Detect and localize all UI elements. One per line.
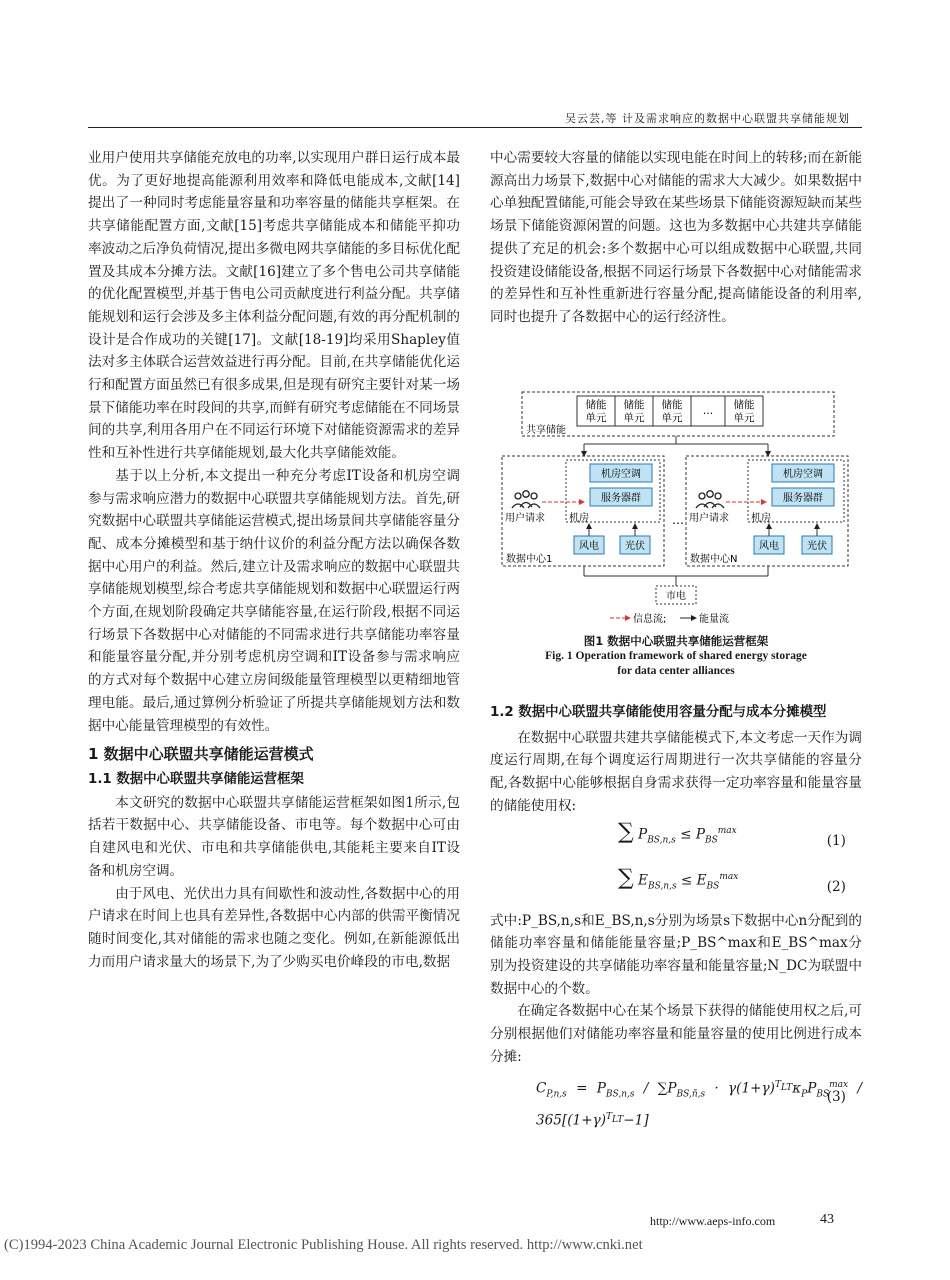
figure-1-diagram: [490, 390, 862, 626]
user-icon-1: [512, 491, 540, 508]
svg-text:用户请求: 用户请求: [689, 513, 729, 524]
svg-text:单元: 单元: [623, 412, 645, 424]
running-header: 吴云芸,等 计及需求响应的数据中心联盟共享储能规划: [565, 112, 850, 125]
section-1-2-heading: 1.2 数据中心联盟共享储能使用容量分配与成本分摊模型: [490, 705, 827, 720]
svg-text:市电: 市电: [666, 591, 686, 602]
svg-text:机房: 机房: [569, 513, 589, 524]
left-paragraph-2: 基于以上分析,本文提出一种充分考虑IT设备和机房空调参与需求响应潜力的数据中心联盟共享储能规划方法。首先,研究数据中心联盟共享储能运营模式,提出场景间共享储能容量分配、成本分摊模型和基于纳什议价的利益分配方法以确保各数据中心用户的利益。然后,建立计及需求响应的数据中心联盟共享储能规划模型,综合考虑共享储能规划和数据中心联盟运行两个方面,在规划阶段确定共享储能容量,在运行阶段,根据不同运行场景下各数据中心对储能的不同需求进行共享储能功率容量和能量容量分配,并分别考虑机房空调和IT设备参与需求响应的方式对每个数据中心建立房间级能量管理模型以更精细地管理电能。最后,通过算例分析验证了所提共享储能规划方法和数据中心能量管理模型的有效性。: [88, 467, 460, 734]
svg-text:机房空调: 机房空调: [601, 469, 641, 480]
svg-text:…: …: [702, 405, 714, 417]
svg-text:单元: 单元: [661, 412, 683, 424]
right-paragraph-4: 在确定各数据中心在某个场景下获得的储能使用权之后,可分别根据他们对储能功率容量和能量容量的使用比例进行成本分摊:: [490, 1003, 862, 1065]
user-icon-n: [696, 491, 724, 508]
footer-url: http://www.aeps-info.com: [650, 1214, 776, 1228]
section-1-heading: 1 数据中心联盟共享储能运营模式: [88, 745, 314, 764]
left-column: [88, 147, 460, 973]
svg-text:机房: 机房: [751, 513, 771, 524]
figure-1-caption: 图1 数据中心联盟共享储能运营框架 Fig. 1 Operation framework of shared energy storage for data center alliances: [545, 634, 807, 677]
right-column-top: [490, 147, 862, 329]
svg-text:能量流: 能量流: [699, 614, 729, 625]
svg-text:光伏: 光伏: [807, 541, 827, 552]
shared-storage-label: 共享储能: [526, 425, 566, 436]
section-1-1-heading: 1.1 数据中心联盟共享储能运营框架: [88, 771, 304, 787]
right-column-bottom: [490, 702, 862, 1129]
storage-unit-1-label-a: 储能: [585, 399, 607, 411]
equation-2: ∑ $E_{BS,n,s} \le E_{BS}^{max}$ (2): [618, 865, 846, 895]
svg-text:储能: 储能: [733, 399, 755, 411]
svg-text:储能: 储能: [623, 399, 645, 411]
svg-text:单元: 单元: [733, 412, 755, 424]
copyright-line: (C)1994-2023 China Academic Journal Electronic Publishing House. All rights reserved. http://www.cnki.net: [4, 1237, 643, 1253]
svg-text:服务器群: 服务器群: [783, 493, 823, 504]
equation-1: ∑ $P_{BS,n,s} \le P_{BS}^{max}$ (1): [618, 819, 846, 849]
left-paragraph-1: 业用户使用共享储能充放电的功率,以实现用户群日运行成本最优。为了更好地提高能源利用效率和降低电能成本,文献[14]提出了一种同时考虑能量容量和功率容量的储能共享框架。在共享储能配置方面,文献[15]考虑共享储能成本和储能平抑功率波动之后净负荷情况,提出多微电网共享储能的多目标优化配置及其成本分摊方法。文献[16]建立了多个售电公司共享储能的优化配置模型,并基于售电公司贡献度进行利益分配。共享储能规划和运行会涉及多主体利益分配问题,有效的再分配机制的设计是合作成功的关键[17]。文献[18-19]均采用Shapley值法对多主体联合运营效益进行再分配。目前,在共享储能优化运行和配置方面虽然已有很多成果,但是现有研究主要针对某一场景下储能功率在时段间的共享,而鲜有研究考虑储能在不同场景间的共享,利用各用户在不同运行环境下对储能资源需求的差异性和互补性进行共享储能规划,最大化共享储能效能。: [88, 150, 460, 462]
right-paragraph-2: 在数据中心联盟共建共享储能模式下,本文考虑一天作为调度运行周期,在每个调度运行周期进行一次共享储能的容量分配,各数据中心能够根据自身需求获得一定功率容量和能量容量的储能使用权:: [490, 729, 862, 814]
svg-text:储能: 储能: [661, 399, 683, 411]
left-paragraph-4: 由于风电、光伏出力具有间歇性和波动性,各数据中心的用户请求在时间上也具有差异性,各数据中心内部的供需平衡情况随时间变化,其对储能的需求也随之变化。例如,在新能源低出力而用户请求量大的场景下,为了少购买电价峰段的市电,数据: [88, 885, 460, 970]
svg-text:数据中心N: 数据中心N: [690, 554, 738, 565]
svg-text:数据中心1: 数据中心1: [506, 554, 553, 565]
svg-text:机房空调: 机房空调: [783, 469, 823, 480]
svg-text:服务器群: 服务器群: [601, 493, 641, 504]
right-paragraph-1: 中心需要较大容量的储能以实现电能在时间上的转移;而在新能源高出力场景下,数据中心对储能的需求大大减少。如果数据中心单独配置储能,可能会导致在某些场景下储能资源短缺而某些场景下储能资源闲置的问题。这也为多数据中心共建共享储能提供了充足的机会:多个数据中心可以组成数据中心联盟,共同投资建设储能设备,根据不同运行场景下各数据中心对储能需求的差异性和互补性重新进行容量分配,提高储能设备的利用率,同时也提升了各数据中心的运行经济性。: [490, 150, 862, 325]
header-rule: [88, 127, 862, 128]
dc-ellipsis: …: [672, 513, 684, 527]
svg-text:信息流;: 信息流;: [633, 614, 667, 625]
svg-text:风电: 风电: [759, 541, 779, 552]
page-number: 43: [820, 1212, 834, 1227]
right-paragraph-3: 式中:P_BS,n,s和E_BS,n,s分别为场景s下数据中心n分配到的储能功率容量和储能能量容量;P_BS^max和E_BS^max分别为投资建设的共享储能功率容量和能量容量;N_DC为联盟中数据中心的个数。: [490, 912, 862, 997]
equation-3: $C_{P,n,s} = P_{BS,n,s} / \sum P_{BS,ñ,s} \cdot \gamma(1+\gamma)^{T_{LT}}\kappa_PP_{BS}^{max} / 365[(1+\gamma)^{T_{LT}}-1]$ (3): [536, 1080, 862, 1129]
svg-text:风电: 风电: [579, 541, 599, 552]
svg-text:用户请求: 用户请求: [505, 513, 545, 524]
svg-text:光伏: 光伏: [625, 541, 645, 552]
left-paragraph-3: 本文研究的数据中心联盟共享储能运营框架如图1所示,包括若干数据中心、共享储能设备、市电等。每个数据中心可由自建风电和光伏、市电和共享储能供电,其能耗主要来自IT设备和机房空调。: [88, 794, 460, 879]
svg-text:单元: 单元: [585, 412, 607, 424]
